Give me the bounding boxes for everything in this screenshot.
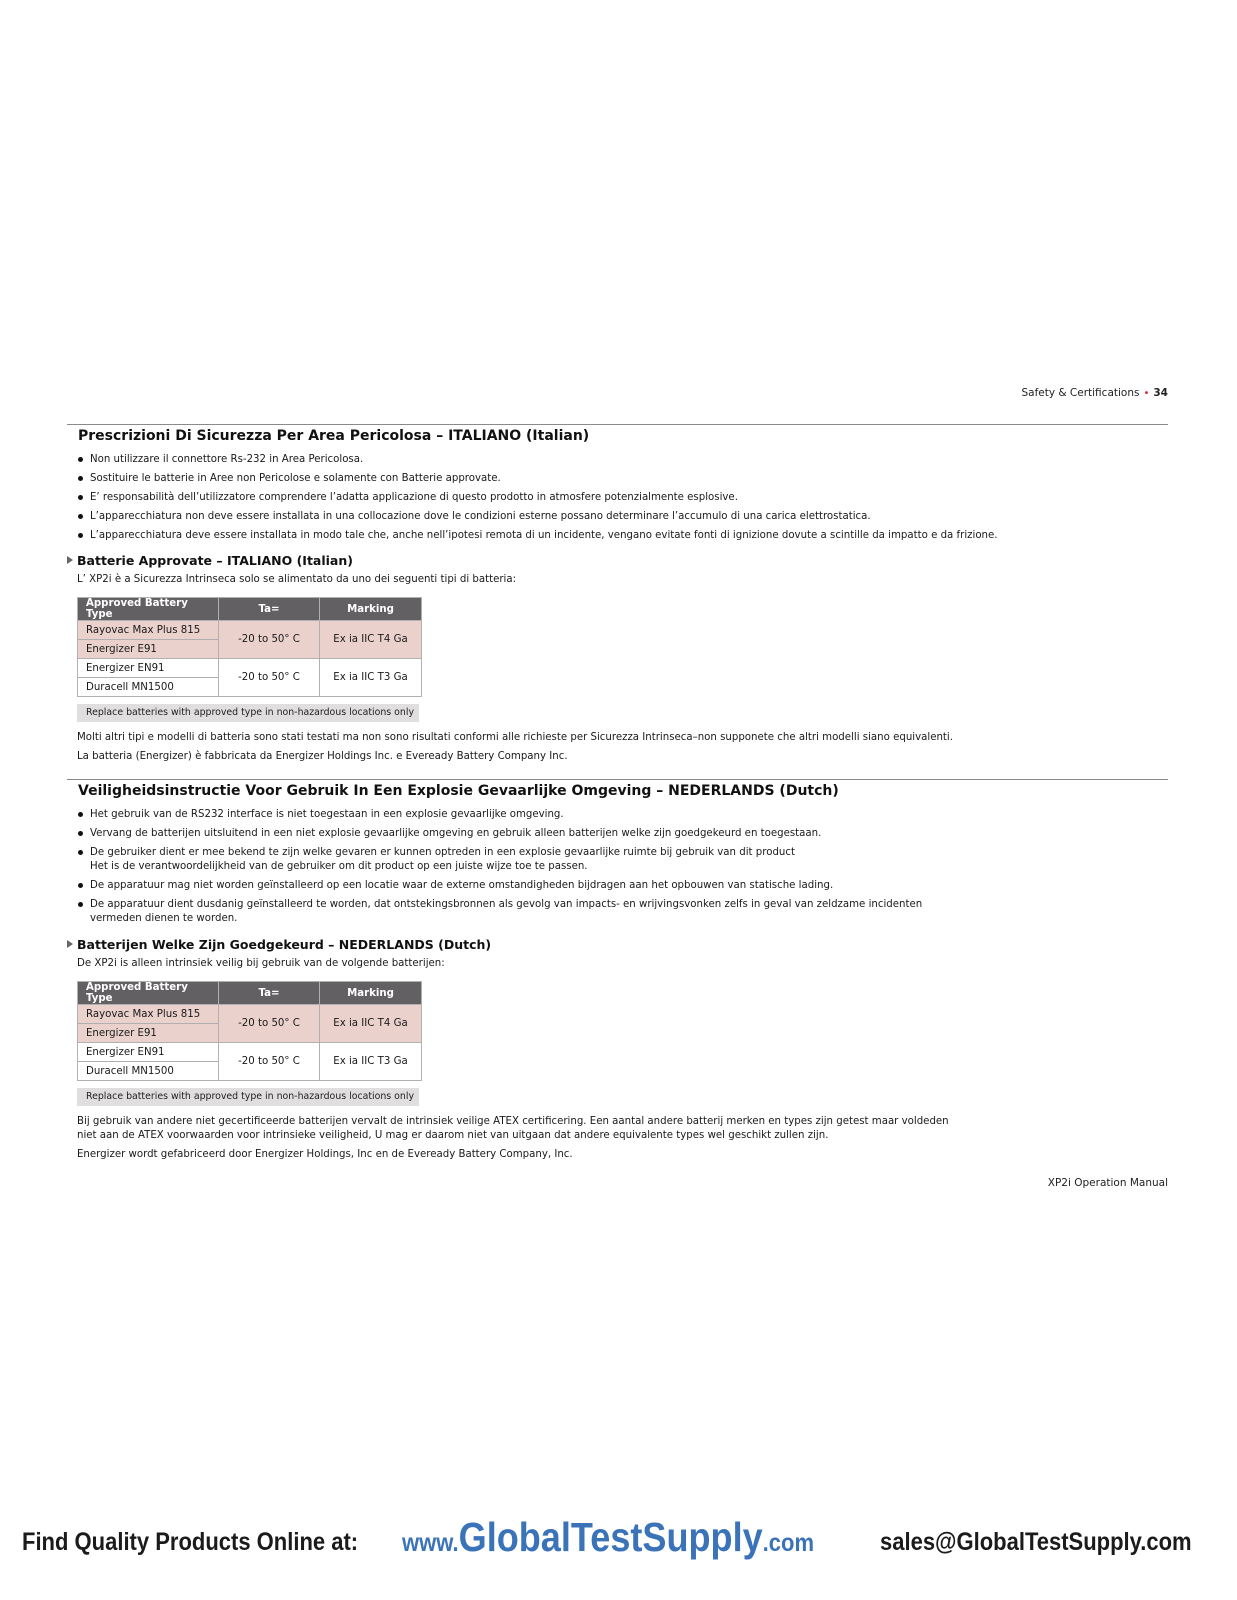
banner-email-link[interactable]: sales@GlobalTestSupply.com xyxy=(880,1528,1192,1556)
list-item: Het gebruik van de RS232 interface is niet toegestaan in een explosie gevaarlijke omgeving. xyxy=(78,808,922,822)
column-header: Approved Battery Type xyxy=(78,982,219,1005)
ta-cell: -20 to 50° C xyxy=(219,1005,320,1043)
section-divider xyxy=(67,779,1168,780)
marking-cell: Ex ia IIC T4 Ga xyxy=(320,621,422,659)
italian-bullet-list xyxy=(78,453,998,548)
ta-cell: -20 to 50° C xyxy=(219,659,320,697)
italian-sub-heading xyxy=(67,553,353,568)
ta-cell: -20 to 50° C xyxy=(219,621,320,659)
url-suffix: .com xyxy=(762,1529,815,1557)
list-item: De apparatuur dient dusdanig geïnstalleerd te worden, dat ontstekingsbronnen als gevolg van impacts- en wrijvingsvonken zelfs in geval van zeldzame incidenten vermeden dienen te worden. xyxy=(78,898,922,926)
column-header: Marking xyxy=(320,598,422,621)
url-main: GlobalTestSupply xyxy=(458,1514,763,1560)
url-prefix: www. xyxy=(402,1529,459,1557)
dutch-bullet-list xyxy=(78,808,922,931)
page-header xyxy=(1021,387,1168,399)
italian-paragraph: Molti altri tipi e modelli di batteria sono stati testati ma non sono risultati conformi alle richieste per Sicurezza Intrinseca–non supponete che altri modelli siano equivalenti. xyxy=(77,732,953,743)
table-header-row xyxy=(78,982,422,1005)
page-number: 34 xyxy=(1153,387,1168,399)
battery-cell: Energizer E91 xyxy=(78,1024,219,1043)
column-header: Ta= xyxy=(219,982,320,1005)
marking-cell: Ex ia IIC T3 Ga xyxy=(320,659,422,697)
list-item: Sostituire le batterie in Aree non Pericolose e solamente con Batterie approvate. xyxy=(78,472,998,486)
column-header: Marking xyxy=(320,982,422,1005)
column-header: Approved Battery Type xyxy=(78,598,219,621)
dutch-intro: De XP2i is alleen intrinsiek veilig bij gebruik van de volgende batterijen: xyxy=(77,958,445,969)
battery-cell: Energizer EN91 xyxy=(78,659,219,678)
list-item: E’ responsabilità dell’utilizzatore comprendere l’adatta applicazione di questo prodotto in atmosfere potenzialmente esplosive. xyxy=(78,491,998,505)
table-note: Replace batteries with approved type in non-hazardous locations only xyxy=(77,704,419,722)
list-item: L’apparecchiatura non deve essere installata in una collocazione dove le condizioni esterne possano determinare l’accumulo di una carica elettrostatica. xyxy=(78,510,998,524)
list-item: De gebruiker dient er mee bekend te zijn welke gevaren er kunnen optreden in een explosie gevaarlijke ruimte bij gebruik van dit product Het is de verantwoordelijkheid van de gebruiker om dit product op een juiste wijze toe te passen. xyxy=(78,846,922,874)
sub-heading-text: Batterie Approvate – ITALIANO (Italian) xyxy=(77,553,353,568)
italian-paragraph: La batteria (Energizer) è fabbricata da Energizer Holdings Inc. e Eveready Battery Company Inc. xyxy=(77,751,568,762)
dutch-paragraph: Bij gebruik van andere niet gecertificeerde batterijen vervalt de intrinsiek veilige ATEX certificering. Een aantal andere batterij merken en types zijn getest maar voldeden niet aan de ATEX voorwaarden voor intrinsieke veiligheid, U mag er daarom niet van uitgaan dat andere equivalente types wel geschikt zullen zijn. xyxy=(77,1116,949,1141)
marking-cell: Ex ia IIC T3 Ga xyxy=(320,1043,422,1081)
table-row xyxy=(78,1043,422,1062)
marking-cell: Ex ia IIC T4 Ga xyxy=(320,1005,422,1043)
triangle-bullet-icon xyxy=(67,556,73,564)
battery-cell: Rayovac Max Plus 815 xyxy=(78,621,219,640)
ta-cell: -20 to 50° C xyxy=(219,1043,320,1081)
column-header: Ta= xyxy=(219,598,320,621)
table-row xyxy=(78,621,422,640)
table-header-row xyxy=(78,598,422,621)
table-row xyxy=(78,659,422,678)
separator-dot: • xyxy=(1143,388,1150,399)
battery-cell: Duracell MN1500 xyxy=(78,1062,219,1081)
triangle-bullet-icon xyxy=(67,940,73,948)
battery-cell: Energizer EN91 xyxy=(78,1043,219,1062)
italian-intro: L’ XP2i è a Sicurezza Intrinseca solo se alimentato da uno dei seguenti tipi di batteria: xyxy=(77,574,517,585)
section-title: Safety & Certifications xyxy=(1021,387,1140,399)
list-item: Vervang de batterijen uitsluitend in een niet explosie gevaarlijke omgeving en gebruik alleen batterijen welke zijn goedgekeurd en toegestaan. xyxy=(78,827,922,841)
list-item: Non utilizzare il connettore Rs-232 in Area Pericolosa. xyxy=(78,453,998,467)
dutch-paragraph: Energizer wordt gefabriceerd door Energizer Holdings, Inc en de Eveready Battery Company, Inc. xyxy=(77,1149,573,1160)
battery-cell: Energizer E91 xyxy=(78,640,219,659)
dutch-battery-table xyxy=(77,981,422,1081)
table-row xyxy=(78,1005,422,1024)
italian-heading: Prescrizioni Di Sicurezza Per Area Pericolosa – ITALIANO (Italian) xyxy=(78,428,590,444)
dutch-heading: Veiligheidsinstructie Voor Gebruik In Een Explosie Gevaarlijke Omgeving – NEDERLANDS (Dutch) xyxy=(78,783,839,799)
manual-footer: XP2i Operation Manual xyxy=(1047,1177,1168,1189)
banner-tagline: Find Quality Products Online at: xyxy=(22,1528,359,1556)
sub-heading-text: Batterijen Welke Zijn Goedgekeurd – NEDERLANDS (Dutch) xyxy=(77,937,492,952)
dutch-sub-heading xyxy=(67,937,491,952)
list-item: De apparatuur mag niet worden geïnstalleerd op een locatie waar de externe omstandigheden bijdragen aan het opbouwen van statische lading. xyxy=(78,879,922,893)
italian-battery-table xyxy=(77,597,422,697)
section-divider xyxy=(67,424,1168,425)
battery-cell: Rayovac Max Plus 815 xyxy=(78,1005,219,1024)
banner-url-link[interactable] xyxy=(402,1514,815,1560)
list-item: L’apparecchiatura deve essere installata in modo tale che, anche nell’ipotesi remota di un incidente, vengano evitate fonti di ignizione dovute a scintille da impatto e da frizione. xyxy=(78,529,998,543)
battery-cell: Duracell MN1500 xyxy=(78,678,219,697)
table-note: Replace batteries with approved type in non-hazardous locations only xyxy=(77,1088,419,1106)
